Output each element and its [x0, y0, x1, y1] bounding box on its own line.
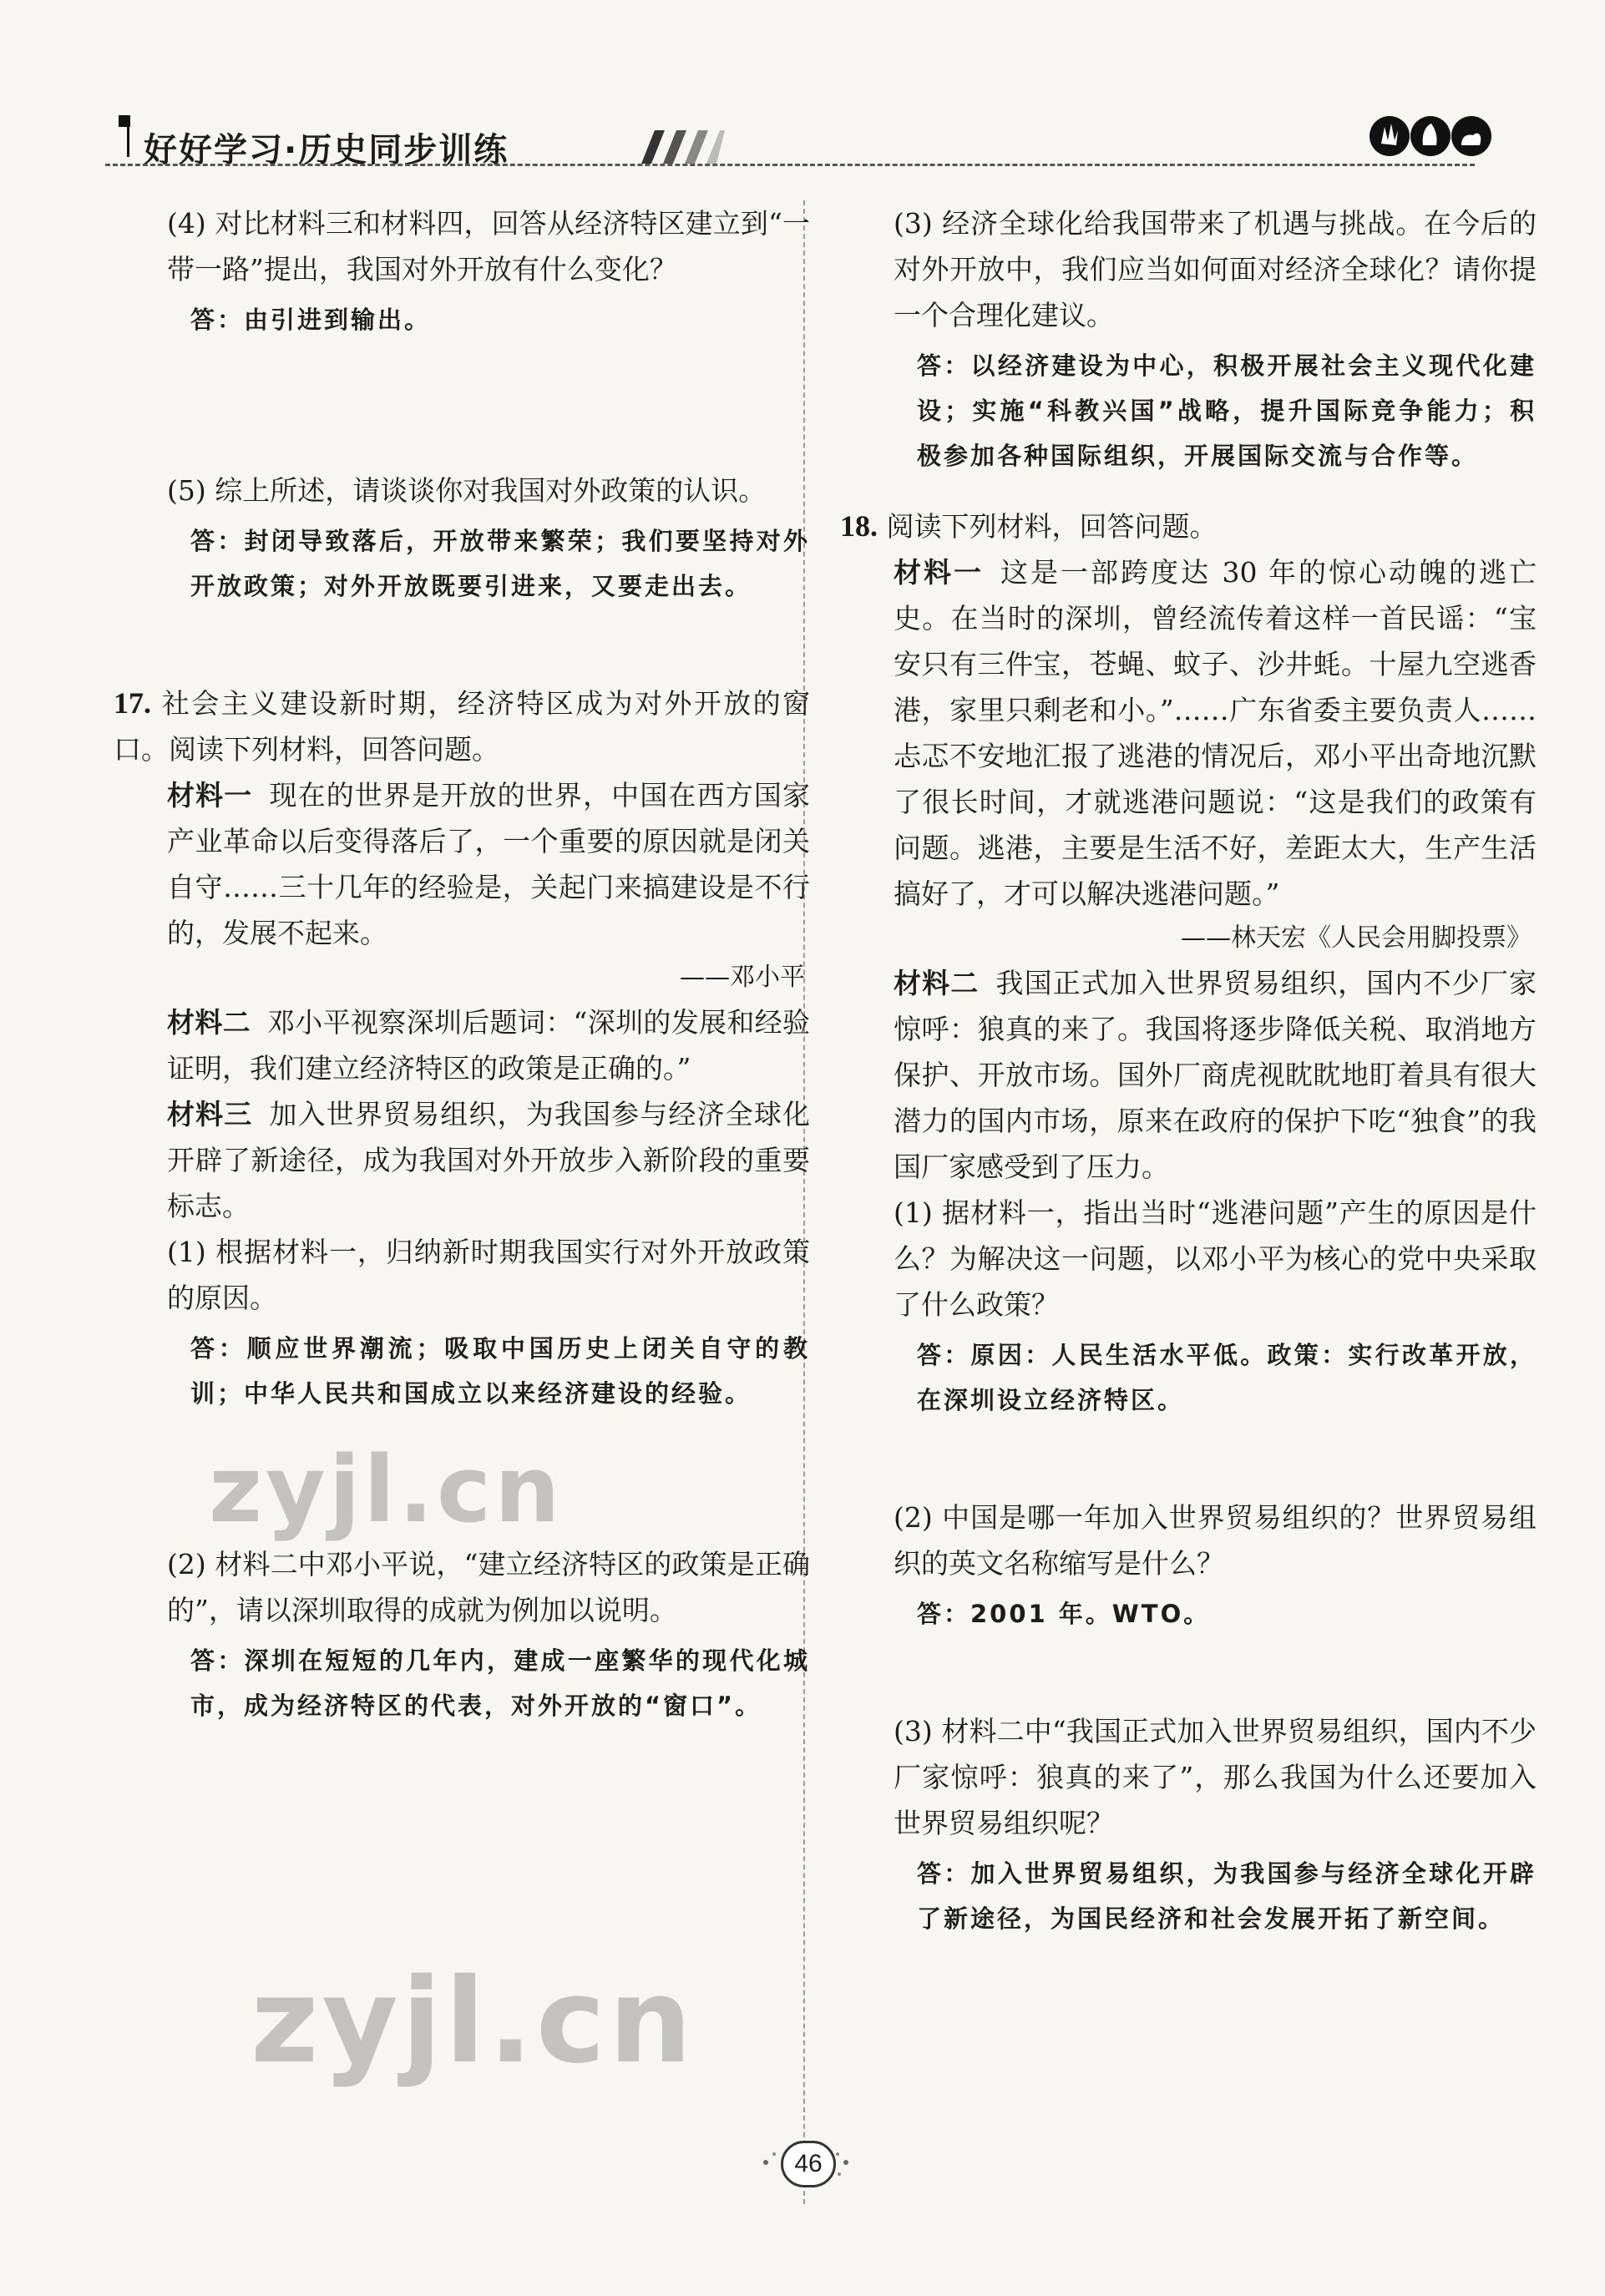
question-18-text: 阅读下列材料，回答问题。 [886, 510, 1218, 543]
q17-answer-3: 答：以经济建设为中心，积极开展社会主义现代化建设；实施“科教兴国”战略，提升国际竞争能力；积极参加各种国际组织，开展国际交流与合作等。 [917, 351, 1537, 470]
question-4: (4) 对比材料三和材料四，回答从经济特区建立到“一带一路”提出，我国对外开放有什么变化？ [167, 207, 810, 286]
q17-material-3 [167, 1091, 810, 1229]
q17-material-1-source: ——邓小平 [680, 963, 805, 992]
watermark-logo: zyjl.cn [209, 1436, 564, 1543]
header-bar-mark [127, 124, 129, 157]
q18-answer-2: 答：2001 年。WTO。 [917, 1600, 1211, 1628]
q17-sub-1: (1) 根据材料一，归纳新时期我国实行对外开放政策的原因。 [167, 1236, 810, 1314]
q17-material-2-text: 邓小平视察深圳后题词：“深圳的发展和经验证明，我们建立经济特区的政策是正确的。” [167, 1006, 811, 1085]
q17-material-3-label: 材料三 [167, 1098, 253, 1130]
q18-sub-2: (2) 中国是哪一年加入世界贸易组织的？世界贸易组织的英文名称缩写是什么？ [894, 1501, 1537, 1580]
q18-answer-1: 答：原因：人民生活水平低。政策：实行改革开放，在深圳设立经济特区。 [917, 1341, 1537, 1414]
q18-material-1 [894, 549, 1537, 917]
q18-material-1-label: 材料一 [894, 556, 985, 589]
question-17-number: 17. [114, 686, 151, 720]
q18-sub-1: (1) 据材料一，指出当时“逃港问题”产生的原因是什么？为解决这一问题，以邓小平为核心的党中央采取了什么政策？ [894, 1196, 1537, 1321]
q17-material-2-label: 材料二 [167, 1006, 251, 1039]
question-17-text: 社会主义建设新时期，经济特区成为对外开放的窗口。阅读下列材料，回答问题。 [114, 687, 811, 766]
q17-material-1 [167, 772, 810, 956]
header-title: 好好学习·历史同步训练 [144, 131, 509, 169]
page-number: 46 [781, 2141, 836, 2187]
right-column [840, 200, 1537, 1941]
q17-sub-3: (3) 经济全球化给我国带来了机遇与挑战。在今后的对外开放中，我们应当如何面对经济全球化？请你提一个合理化建议。 [894, 207, 1537, 331]
q18-sub-3: (3) 材料二中“我国正式加入世界贸易组织，国内不少厂家惊呼：狼真的来了”，那么我国为什么还要加入世界贸易组织呢？ [894, 1715, 1537, 1839]
page-header [99, 109, 1501, 175]
question-17-intro [114, 680, 810, 772]
q18-material-1-text: 这是一部跨度达 30 年的惊心动魄的逃亡史。在当时的深圳，曾经流传着这样一首民谣：“宝安只有三件宝，苍蝇、蚊子、沙井蚝。十屋九空逃香港，家里只剩老和小。”……广东省委主要负责人……忐忑不安地汇报了逃港的情况后，邓小平出奇地沉默了很长时间，才就逃港问题说：“这是我们的政策有问题。逃港，主要是生活不好，差距太大，生产生活搞好了，才可以解决逃港问题。” [894, 556, 1537, 910]
watermark-logo: zyjl.cn [251, 1954, 696, 2090]
q18-material-2-text: 我国正式加入世界贸易组织，国内不少厂家惊呼：狼真的来了。我国将逐步降低关税、取消地方保护、开放市场。国外厂商虎视眈眈地盯着具有很大潜力的国内市场，原来在政府的保护下吃“独食”的我国厂家感受到了压力。 [894, 967, 1537, 1183]
q18-material-2-label: 材料二 [894, 967, 980, 999]
q17-material-3-text: 加入世界贸易组织，为我国参与经济全球化开辟了新途径，成为我国对外开放步入新阶段的重要标志。 [167, 1098, 811, 1222]
q17-material-1-text: 现在的世界是开放的世界，中国在西方国家产业革命以后变得落后了，一个重要的原因就是闭关自守……三十几年的经验是，关起门来搞建设是不行的，发展不起来。 [167, 779, 811, 949]
question-18-intro [840, 503, 1537, 549]
q17-answer-2: 答：深圳在短短的几年内，建成一座繁华的现代化城市，成为经济特区的代表，对外开放的“窗口”。 [190, 1646, 810, 1720]
q17-material-1-label: 材料一 [167, 779, 253, 812]
header-stripes-decoration [625, 130, 725, 164]
q18-answer-3: 答：加入世界贸易组织，为我国参与经济全球化开辟了新途径，为国民经济和社会发展开拓了新空间。 [917, 1859, 1537, 1933]
page-number-badge [756, 2137, 856, 2187]
answer-5: 答：封闭导致落后，开放带来繁荣；我们要坚持对外开放政策；对外开放既要引进来，又要走出去。 [190, 527, 810, 600]
q18-material-2 [894, 960, 1537, 1190]
question-5: (5) 综上所述，请谈谈你对我国对外政策的认识。 [167, 474, 767, 507]
q17-answer-1: 答：顺应世界潮流；吸取中国历史上闭关自守的教训；中华人民共和国成立以来经济建设的经验。 [190, 1334, 810, 1408]
question-18-number: 18. [840, 509, 878, 543]
q18-material-1-source: ——林天宏《人民会用脚投票》 [1181, 923, 1532, 953]
header-dashed-rule [105, 164, 1475, 166]
q17-material-2 [167, 999, 810, 1091]
q17-sub-2: (2) 材料二中邓小平说，“建立经济特区的政策是正确的”，请以深圳取得的成就为例加以说明。 [167, 1548, 810, 1626]
answer-4: 答：由引进到输出。 [190, 306, 432, 334]
hands-icon [1368, 112, 1493, 160]
